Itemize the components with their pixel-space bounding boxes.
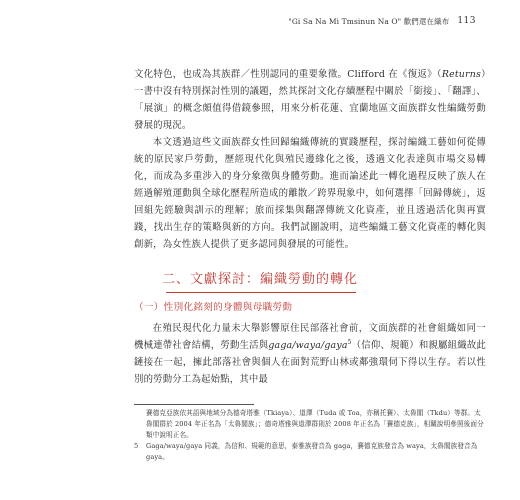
paragraph-1-italic-title: Returns	[441, 69, 481, 80]
page-number: 113	[457, 16, 476, 26]
paragraph-3	[134, 320, 486, 388]
footnote-divider	[134, 404, 254, 405]
running-header	[244, 14, 476, 28]
footnote-5-text: Gaga/waya/gaya 同義，為信和、規範的意思，泰雅族發音為 gaga，賽德克族發音為 waya，太魯閣族發音為 gaya。	[146, 442, 478, 461]
subsection-heading: （一）性別化銘刻的身體與母職勞動	[134, 302, 293, 313]
footnote-4	[134, 408, 486, 441]
paragraph-1-part-a: 文化特色，也成為其族群／性別認同的重要象徵。Clifford 在《復返》（	[134, 69, 442, 80]
paragraph-2: 本文透過這些文面族群女性回歸編織傳統的實踐歷程，探討編織工藝如何從傳統的原民家戶勞動，歷經現代化與殖民邊緣化之後，透過文化表達與市場交易轉化，而成為多重涉入的身分象徵與身體勞動。進而論述此一轉化過程反映了族人在經過解殖運動與全球化歷程所造成的離散／跨界現象中，如何選擇「回歸傳統」，返回組先經驗與訓示的理解；旅而採集與翻譯傳統文化資產，並且透過活化與再實踐，找出生存的策略與新的方向。我們試圖說明，這些編織工藝文化資產的轉化與創新，為女性族人提供了更多認同與發展的可能性。	[134, 137, 486, 250]
section-heading-text: 二、文獻探討：編織勞動的轉化	[161, 272, 358, 287]
section-heading-underline	[166, 292, 356, 293]
paragraph-3-part-b: （信仰、規範）和親屬組織故此鏈接在一起，擁此部落社會與個人在面對荒野山林或鄰強環伺下得以生存。若以性別的勞動分工為起始點，其中最	[134, 340, 486, 385]
footnote-5-mark: 5	[134, 442, 139, 450]
paragraph-1	[134, 66, 486, 134]
footnote-5	[134, 441, 486, 463]
paragraph-3-part-a: 在殖民現代化力量未大舉影響原住民部落社會前，文面族群的社會組織如同一機械連帶社會結構，勞動生活與	[134, 323, 486, 351]
footnote-reference-5: 5	[347, 338, 352, 346]
footnote-4-text: 賽德克亞族依其語與地域分為德奇塔雅（Tkiaya）、道澤（Tuda 或 Toa，亦稱托賽）、太魯閣（Tkdu）等群。太魯閣群於 2004 年正名為「太魯閣族」；德奇塔雅與道澤群則於 2008 年正名為「賽德克族」，相關說明參照後面分類中說明正名。	[146, 409, 484, 439]
paragraph-1-part-b: ）一書中沒有特別探討性別的議題，然其探討文化存續歷程中關於「銜接」、「翻譯」、「展演」的概念頗值得借鏡參照，用來分析花蓮、宜蘭地區文面族群女性編織勞動發展的現況。	[134, 69, 486, 131]
footnotes	[134, 408, 486, 463]
running-header-title: "Gi Sa Na Mi Tmsinun Na O" 歡們還在織布	[288, 16, 450, 26]
paragraph-3-italic-term: gaga/waya/gaya	[268, 340, 348, 351]
section-heading	[0, 268, 520, 287]
